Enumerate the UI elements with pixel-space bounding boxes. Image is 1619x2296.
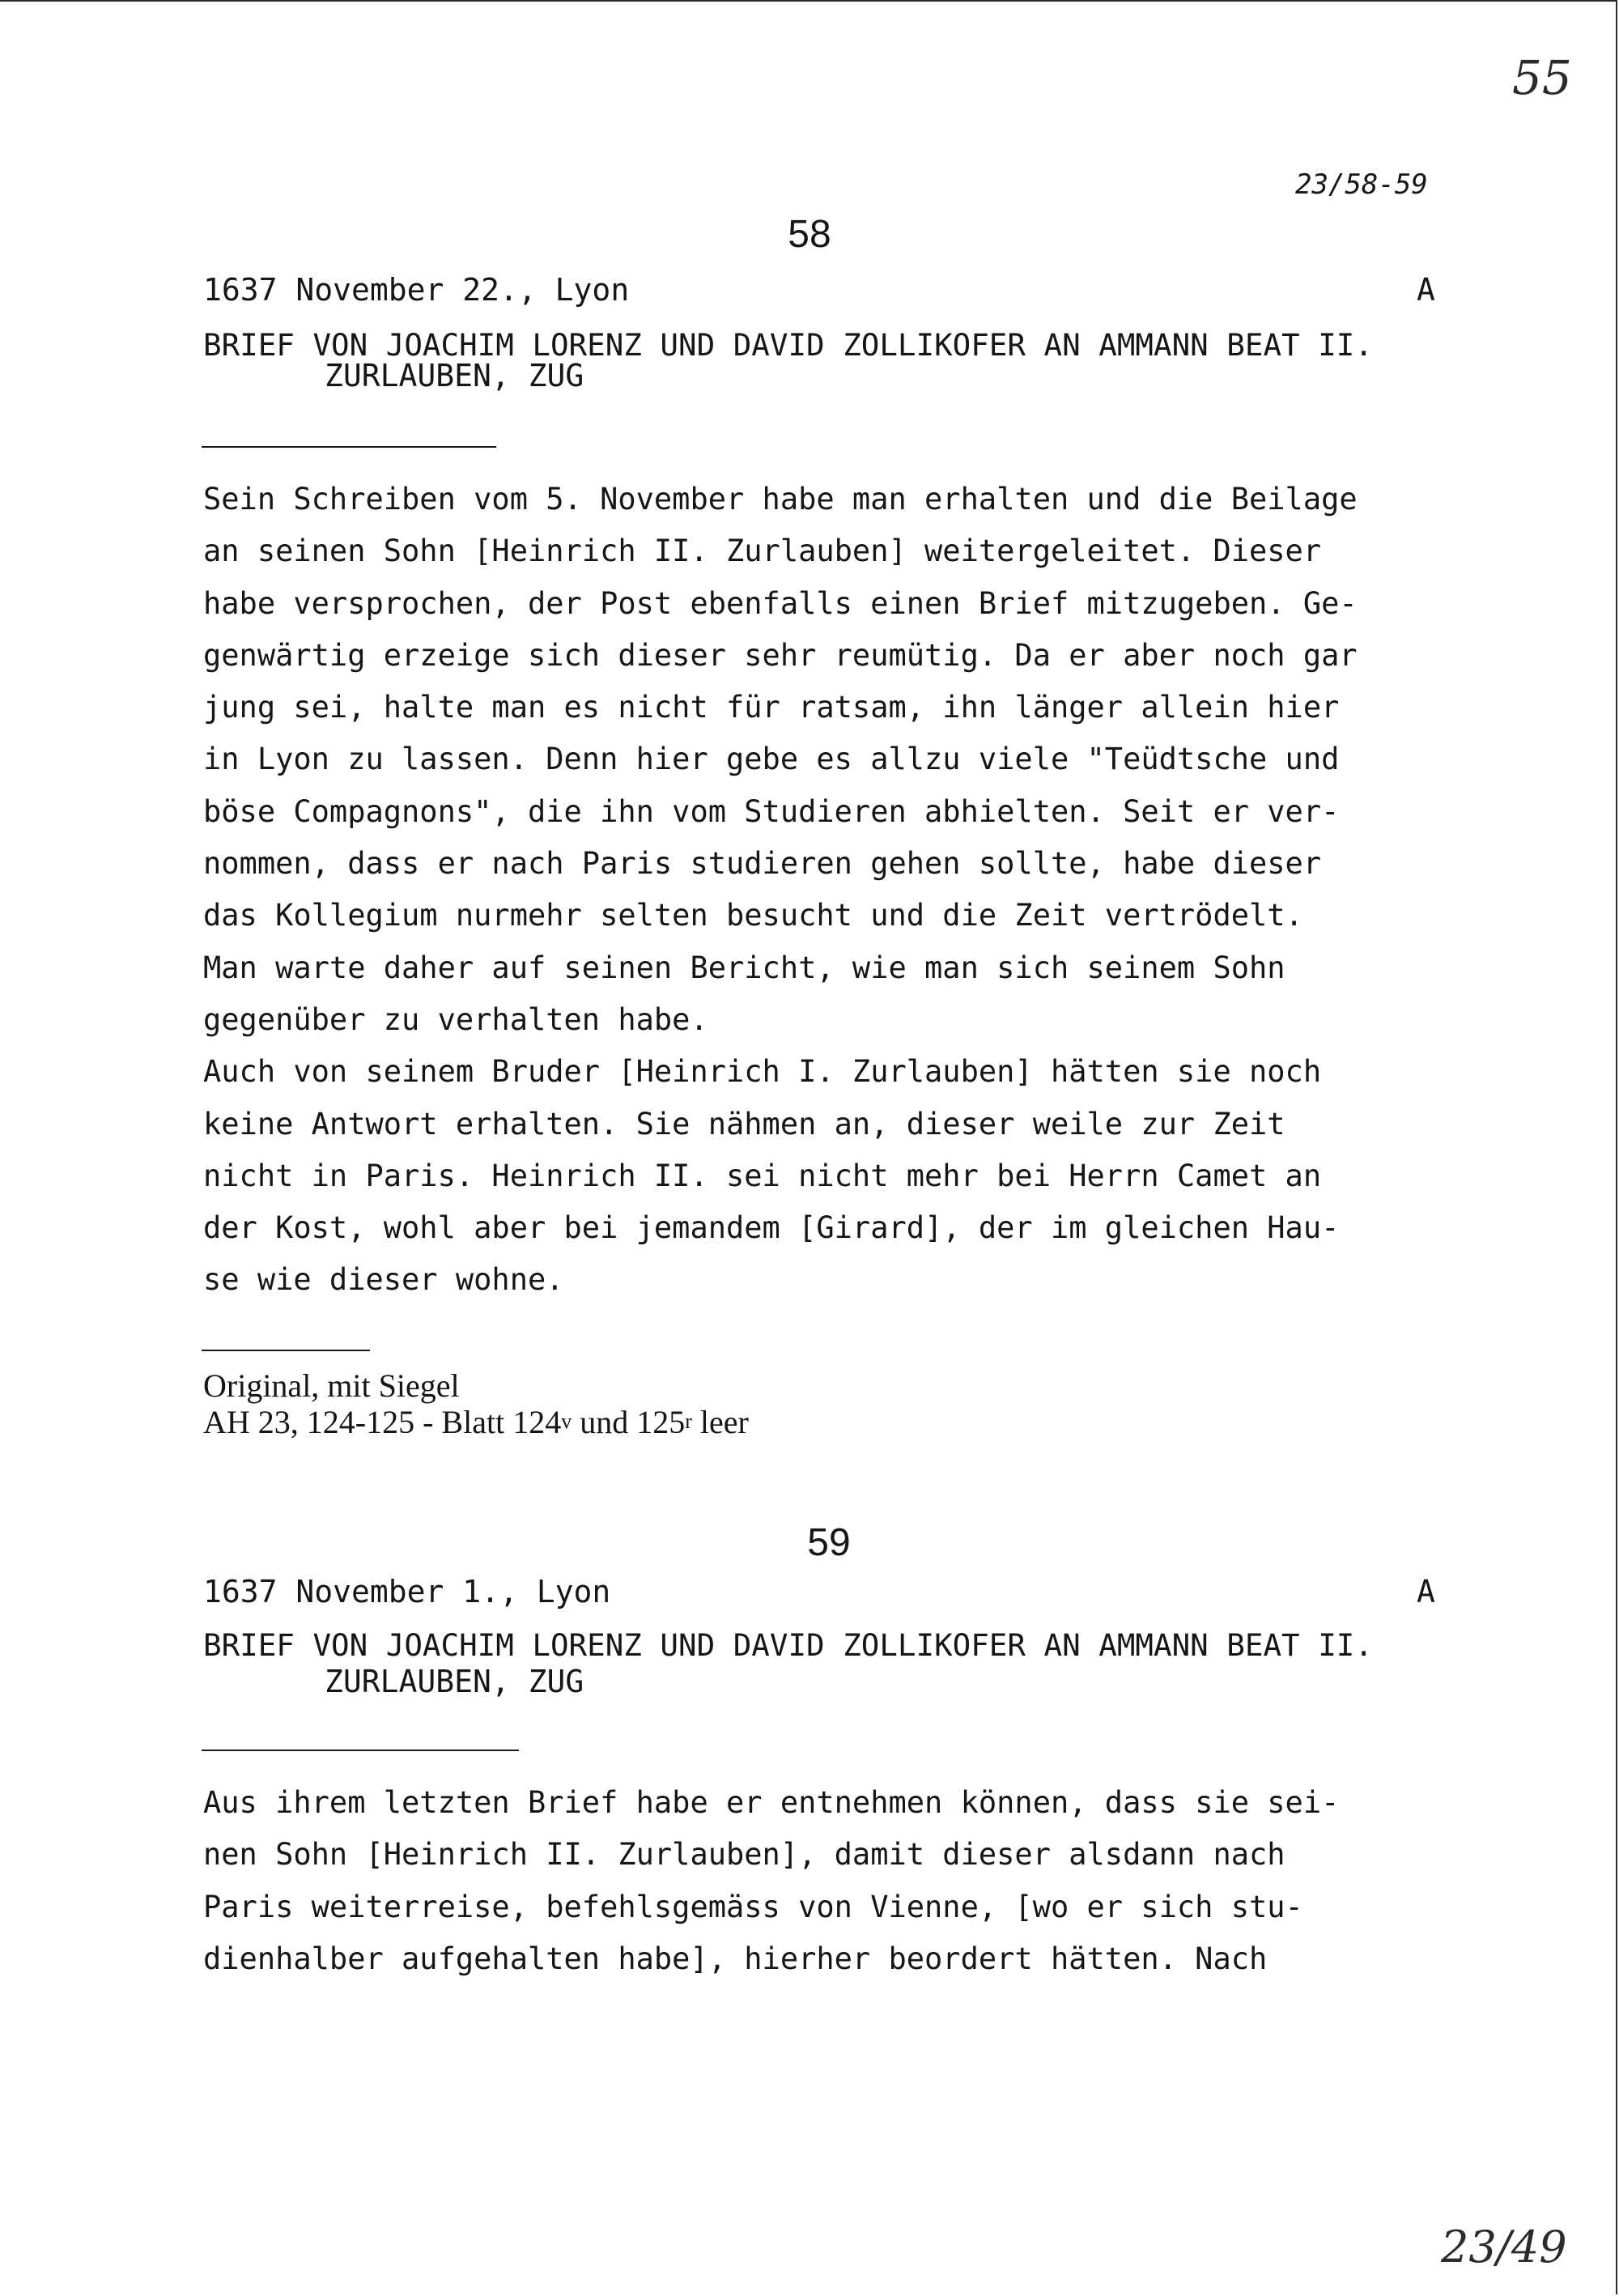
body-line: nommen, dass er nach Paris studieren gehen sollte, habe dieser [203, 846, 1322, 882]
entry-58-footnote-rule [202, 1350, 370, 1351]
entry-number-58: 58 [788, 213, 831, 256]
body-line: nen Sohn [Heinrich II. Zurlauben], damit dieser alsdann nach [203, 1837, 1285, 1873]
body-line: Auch von seinem Bruder [Heinrich I. Zurlauben] hätten sie noch [203, 1054, 1322, 1090]
body-line: keine Antwort erhalten. Sie nähmen an, dieser weile zur Zeit [203, 1106, 1285, 1142]
entry-59-title-line2: ZURLAUBEN, ZUG [325, 1664, 584, 1699]
body-line: se wie dieser wohne. [203, 1262, 564, 1298]
entry-58-date-place: 1637 November 22., Lyon [203, 272, 630, 308]
body-line: jung sei, halte man es nicht für ratsam, ihn länger allein hier [203, 690, 1340, 725]
body-line: an seinen Sohn [Heinrich II. Zurlauben] weitergeleitet. Dieser [203, 534, 1322, 569]
body-line: in Lyon zu lassen. Denn hier gebe es allzu viele "Teüdtsche und [203, 742, 1340, 777]
entry-58-type: A [1417, 272, 1435, 308]
body-line: nicht in Paris. Heinrich II. sei nicht mehr bei Herrn Camet an [203, 1158, 1322, 1193]
entry-58-footnote-line2 [203, 1405, 749, 1444]
body-line: Paris weiterreise, befehlsgemäss von Vienne, [wo er sich stu- [203, 1889, 1303, 1924]
document-reference: 23/58-59 [1295, 168, 1428, 201]
entry-58-title-line2: ZURLAUBEN, ZUG [325, 358, 584, 393]
entry-59-title-line1: BRIEF VON JOACHIM LORENZ UND DAVID ZOLLIKOFER AN AMMANN BEAT II. [203, 1627, 1373, 1663]
body-line: habe versprochen, der Post ebenfalls einen Brief mitzugeben. Ge- [203, 585, 1358, 621]
entry-58-body [203, 474, 1466, 1307]
body-line: Man warte daher auf seinen Bericht, wie man sich seinem Sohn [203, 950, 1285, 985]
footnote-sup-verso: v [561, 1409, 572, 1433]
entry-58-footnote-line1: Original, mit Siegel [203, 1367, 460, 1404]
body-line: gegenüber zu verhalten habe. [203, 1001, 708, 1037]
entry-59-title-rule [202, 1750, 519, 1751]
body-line: Sein Schreiben vom 5. November habe man erhalten und die Beilage [203, 482, 1358, 517]
entry-58-title-rule [202, 446, 496, 448]
footnote-suffix: leer [691, 1404, 749, 1440]
footnote-sup-recto: r [685, 1409, 692, 1433]
entry-58-title-line1: BRIEF VON JOACHIM LORENZ UND DAVID ZOLLIKOFER AN AMMANN BEAT II. [203, 327, 1373, 363]
entry-59-date-place: 1637 November 1., Lyon [203, 1574, 611, 1609]
body-line: böse Compagnons", die ihn vom Studieren abhielten. Seit er ver- [203, 793, 1340, 829]
body-line: das Kollegium nurmehr selten besucht und die Zeit vertrödelt. [203, 898, 1303, 933]
folio-number-handwritten: 55 [1512, 50, 1572, 105]
footnote-mid: und 125 [572, 1404, 686, 1440]
entry-59-body [203, 1777, 1466, 1985]
body-line: Aus ihrem letzten Brief habe er entnehmen können, dass sie sei- [203, 1785, 1340, 1820]
handwritten-page-mark: 23/49 [1441, 2222, 1567, 2273]
body-line: dienhalber aufgehalten habe], hierher beordert hätten. Nach [203, 1941, 1268, 1976]
entry-number-59: 59 [807, 1521, 851, 1564]
body-line: der Kost, wohl aber bei jemandem [Girard], der im gleichen Hau- [203, 1210, 1340, 1246]
footnote-source: AH 23, 124-125 - Blatt 124 [203, 1404, 562, 1440]
entry-59-type: A [1417, 1574, 1435, 1609]
body-line: genwärtig erzeige sich dieser sehr reumütig. Da er aber noch gar [203, 637, 1358, 673]
